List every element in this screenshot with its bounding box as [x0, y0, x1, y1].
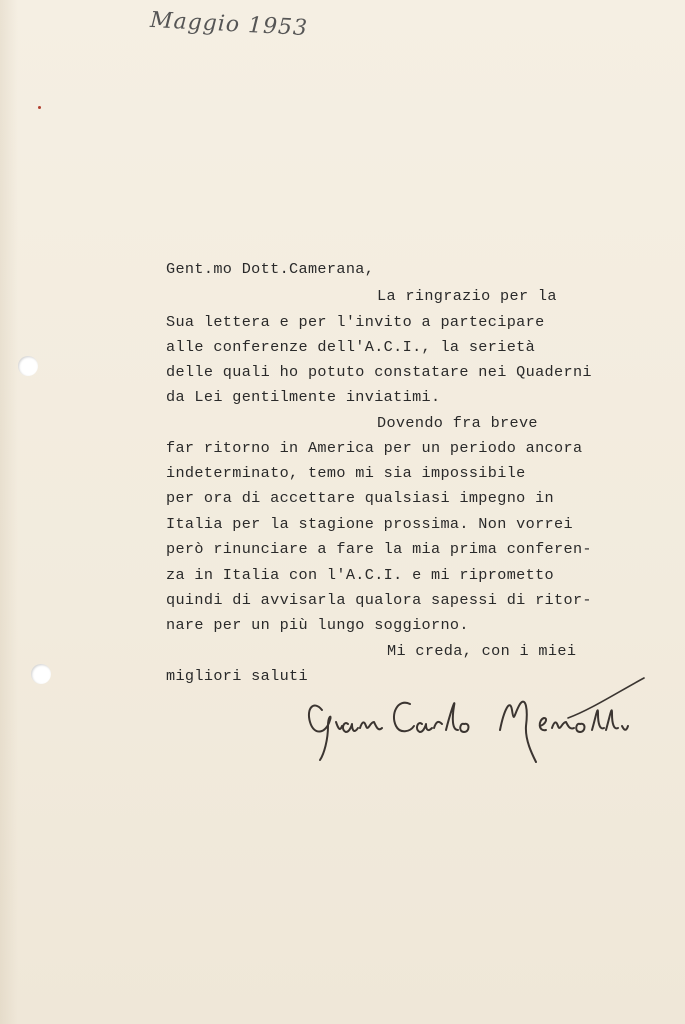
letter-line: nare per un più lungo soggiorno.: [166, 616, 469, 634]
ink-fleck: [38, 106, 41, 109]
letter-line: però rinunciare a fare la mia prima conferen-: [166, 540, 592, 558]
letter-line: Mi creda, con i miei: [387, 642, 577, 660]
letter-line: za in Italia con l'A.C.I. e mi riprometto: [166, 566, 555, 584]
letter-line: alle conferenze dell'A.C.I., la serietà: [166, 338, 536, 356]
closing-line: migliori saluti: [166, 667, 308, 685]
letter-line: delle quali ho potuto constatare nei Quaderni: [166, 363, 592, 381]
punch-hole: [31, 664, 51, 684]
salutation: Gent.mo Dott.Camerana,: [166, 260, 375, 278]
letter-line: Italia per la stagione prossima. Non vorrei: [166, 515, 573, 533]
punch-hole: [18, 356, 38, 376]
handwritten-date: Maggio 1953: [149, 7, 309, 42]
letter-line: quindi di avvisarla qualora sapessi di ritor-: [166, 591, 592, 609]
letter-line: La ringrazio per la: [377, 287, 557, 305]
letter-line: Sua lettera e per l'invito a partecipare: [166, 313, 545, 331]
letter-line: indeterminato, temo mi sia impossibile: [166, 464, 526, 482]
letter-line: far ritorno in America per un periodo ancora: [166, 439, 583, 457]
letter-line: Dovendo fra breve: [377, 414, 538, 432]
letter-line: da Lei gentilmente inviatimi.: [166, 388, 441, 406]
letter-line: per ora di accettare qualsiasi impegno in: [166, 489, 555, 507]
